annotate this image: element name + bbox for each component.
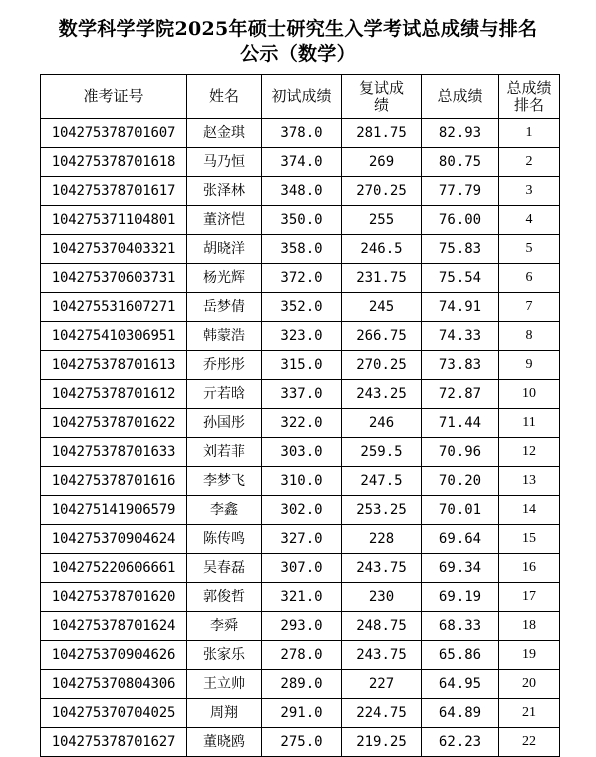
cell-total-score: 69.19: [422, 583, 499, 612]
cell-total-score: 64.95: [422, 670, 499, 699]
cell-prelim-score: 322.0: [262, 409, 342, 438]
cell-retest-score: 248.75: [342, 612, 422, 641]
cell-exam-id: 104275378701624: [41, 612, 187, 641]
cell-retest-score: 243.75: [342, 641, 422, 670]
cell-prelim-score: 321.0: [262, 583, 342, 612]
cell-retest-score: 228: [342, 525, 422, 554]
table-header: [41, 75, 560, 119]
cell-name: 张家乐: [187, 641, 262, 670]
cell-exam-id: 104275370904626: [41, 641, 187, 670]
header-total-score: 总成绩: [422, 75, 499, 119]
cell-rank: 22: [499, 728, 560, 757]
header-prelim-score: 初试成绩: [262, 75, 342, 119]
header-exam-id: 准考证号: [41, 75, 187, 119]
cell-total-score: 74.33: [422, 322, 499, 351]
cell-rank: 11: [499, 409, 560, 438]
table-row: [41, 177, 560, 206]
cell-prelim-score: 374.0: [262, 148, 342, 177]
cell-prelim-score: 278.0: [262, 641, 342, 670]
cell-name: 李梦飞: [187, 467, 262, 496]
cell-retest-score: 243.25: [342, 380, 422, 409]
cell-rank: 13: [499, 467, 560, 496]
cell-total-score: 69.64: [422, 525, 499, 554]
cell-retest-score: 281.75: [342, 119, 422, 148]
cell-prelim-score: 350.0: [262, 206, 342, 235]
cell-prelim-score: 291.0: [262, 699, 342, 728]
table-row: [41, 293, 560, 322]
cell-total-score: 77.79: [422, 177, 499, 206]
cell-rank: 20: [499, 670, 560, 699]
table-row: [41, 583, 560, 612]
table-row: [41, 438, 560, 467]
cell-rank: 2: [499, 148, 560, 177]
cell-prelim-score: 303.0: [262, 438, 342, 467]
cell-retest-score: 270.25: [342, 177, 422, 206]
cell-total-score: 65.86: [422, 641, 499, 670]
cell-name: 董济恺: [187, 206, 262, 235]
cell-retest-score: 231.75: [342, 264, 422, 293]
cell-rank: 5: [499, 235, 560, 264]
table-row: [41, 351, 560, 380]
cell-rank: 9: [499, 351, 560, 380]
cell-total-score: 75.83: [422, 235, 499, 264]
table-row: [41, 206, 560, 235]
cell-rank: 15: [499, 525, 560, 554]
cell-prelim-score: 378.0: [262, 119, 342, 148]
cell-exam-id: 104275370603731: [41, 264, 187, 293]
cell-total-score: 82.93: [422, 119, 499, 148]
cell-name: 王立帅: [187, 670, 262, 699]
cell-rank: 16: [499, 554, 560, 583]
table-row: [41, 467, 560, 496]
cell-rank: 12: [499, 438, 560, 467]
cell-rank: 1: [499, 119, 560, 148]
table-row: [41, 496, 560, 525]
table-row: [41, 380, 560, 409]
cell-exam-id: 104275378701612: [41, 380, 187, 409]
cell-total-score: 70.20: [422, 467, 499, 496]
cell-exam-id: 104275370403321: [41, 235, 187, 264]
cell-retest-score: 246: [342, 409, 422, 438]
cell-name: 李鑫: [187, 496, 262, 525]
cell-exam-id: 104275378701617: [41, 177, 187, 206]
header-name: 姓名: [187, 75, 262, 119]
table-row: [41, 699, 560, 728]
cell-total-score: 72.87: [422, 380, 499, 409]
cell-total-score: 62.23: [422, 728, 499, 757]
cell-rank: 6: [499, 264, 560, 293]
table-row: [41, 554, 560, 583]
cell-name: 韩蒙浩: [187, 322, 262, 351]
table-row: [41, 728, 560, 757]
cell-prelim-score: 289.0: [262, 670, 342, 699]
table-row: [41, 670, 560, 699]
cell-exam-id: 104275378701607: [41, 119, 187, 148]
table-row: [41, 641, 560, 670]
cell-prelim-score: 315.0: [262, 351, 342, 380]
header-total-rank: 总成绩排名: [499, 75, 560, 119]
cell-name: 马乃恒: [187, 148, 262, 177]
cell-exam-id: 104275410306951: [41, 322, 187, 351]
cell-name: 乔彤彤: [187, 351, 262, 380]
cell-total-score: 70.01: [422, 496, 499, 525]
cell-exam-id: 104275370904624: [41, 525, 187, 554]
cell-prelim-score: 310.0: [262, 467, 342, 496]
cell-name: 董晓鸥: [187, 728, 262, 757]
cell-retest-score: 255: [342, 206, 422, 235]
cell-prelim-score: 275.0: [262, 728, 342, 757]
cell-total-score: 71.44: [422, 409, 499, 438]
cell-name: 吴春磊: [187, 554, 262, 583]
cell-name: 胡晓洋: [187, 235, 262, 264]
cell-rank: 7: [499, 293, 560, 322]
cell-retest-score: 247.5: [342, 467, 422, 496]
document-subtitle: 公示（数学）: [240, 43, 356, 65]
cell-retest-score: 245: [342, 293, 422, 322]
cell-retest-score: 224.75: [342, 699, 422, 728]
cell-retest-score: 269: [342, 148, 422, 177]
table-row: [41, 322, 560, 351]
cell-rank: 3: [499, 177, 560, 206]
cell-prelim-score: 358.0: [262, 235, 342, 264]
header-row: [41, 75, 560, 119]
cell-total-score: 80.75: [422, 148, 499, 177]
cell-retest-score: 230: [342, 583, 422, 612]
cell-total-score: 73.83: [422, 351, 499, 380]
cell-exam-id: 104275378701616: [41, 467, 187, 496]
cell-rank: 10: [499, 380, 560, 409]
cell-name: 岳梦倩: [187, 293, 262, 322]
cell-rank: 17: [499, 583, 560, 612]
cell-retest-score: 219.25: [342, 728, 422, 757]
cell-rank: 4: [499, 206, 560, 235]
cell-prelim-score: 307.0: [262, 554, 342, 583]
cell-rank: 18: [499, 612, 560, 641]
table-body: [41, 119, 560, 757]
cell-name: 张泽林: [187, 177, 262, 206]
cell-prelim-score: 348.0: [262, 177, 342, 206]
cell-retest-score: 270.25: [342, 351, 422, 380]
cell-name: 杨光辉: [187, 264, 262, 293]
cell-prelim-score: 337.0: [262, 380, 342, 409]
cell-retest-score: 243.75: [342, 554, 422, 583]
cell-name: 李舜: [187, 612, 262, 641]
cell-exam-id: 104275141906579: [41, 496, 187, 525]
cell-name: 赵金琪: [187, 119, 262, 148]
cell-exam-id: 104275378701613: [41, 351, 187, 380]
cell-prelim-score: 323.0: [262, 322, 342, 351]
cell-exam-id: 104275370804306: [41, 670, 187, 699]
cell-exam-id: 104275531607271: [41, 293, 187, 322]
cell-name: 刘若菲: [187, 438, 262, 467]
cell-name: 陈传鸣: [187, 525, 262, 554]
cell-exam-id: 104275371104801: [41, 206, 187, 235]
cell-prelim-score: 372.0: [262, 264, 342, 293]
cell-prelim-score: 293.0: [262, 612, 342, 641]
table-row: [41, 119, 560, 148]
cell-name: 周翔: [187, 699, 262, 728]
cell-total-score: 68.33: [422, 612, 499, 641]
cell-exam-id: 104275378701627: [41, 728, 187, 757]
cell-prelim-score: 352.0: [262, 293, 342, 322]
score-ranking-table: [40, 74, 560, 757]
cell-rank: 8: [499, 322, 560, 351]
cell-rank: 19: [499, 641, 560, 670]
cell-total-score: 76.00: [422, 206, 499, 235]
cell-total-score: 75.54: [422, 264, 499, 293]
cell-retest-score: 266.75: [342, 322, 422, 351]
cell-retest-score: 259.5: [342, 438, 422, 467]
cell-retest-score: 246.5: [342, 235, 422, 264]
document-title: 数学科学学院2025年硕士研究生入学考试总成绩与排名: [58, 18, 538, 40]
cell-total-score: 64.89: [422, 699, 499, 728]
table-row: [41, 235, 560, 264]
cell-exam-id: 104275378701622: [41, 409, 187, 438]
cell-name: 亓若晗: [187, 380, 262, 409]
cell-exam-id: 104275370704025: [41, 699, 187, 728]
table-row: [41, 525, 560, 554]
cell-exam-id: 104275220606661: [41, 554, 187, 583]
cell-retest-score: 227: [342, 670, 422, 699]
table-row: [41, 264, 560, 293]
cell-retest-score: 253.25: [342, 496, 422, 525]
header-retest-score: 复试成绩: [342, 75, 422, 119]
cell-exam-id: 104275378701633: [41, 438, 187, 467]
cell-rank: 21: [499, 699, 560, 728]
cell-name: 郭俊哲: [187, 583, 262, 612]
cell-exam-id: 104275378701620: [41, 583, 187, 612]
cell-prelim-score: 302.0: [262, 496, 342, 525]
cell-prelim-score: 327.0: [262, 525, 342, 554]
cell-exam-id: 104275378701618: [41, 148, 187, 177]
table-row: [41, 612, 560, 641]
cell-total-score: 70.96: [422, 438, 499, 467]
table-row: [41, 148, 560, 177]
cell-name: 孙国彤: [187, 409, 262, 438]
cell-total-score: 74.91: [422, 293, 499, 322]
cell-total-score: 69.34: [422, 554, 499, 583]
cell-rank: 14: [499, 496, 560, 525]
table-row: [41, 409, 560, 438]
